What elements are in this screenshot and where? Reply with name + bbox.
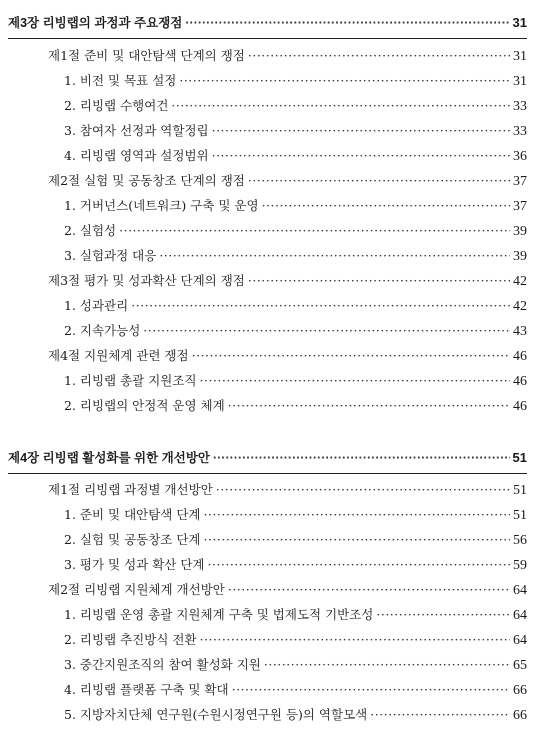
page-number: 37: [513, 199, 527, 214]
page-number: 42: [513, 274, 527, 289]
section-label: 제1절 준비 및 대안탐색 단계의 쟁점: [48, 48, 245, 63]
section-entry[interactable]: [48, 271, 527, 290]
section-entry[interactable]: [48, 580, 527, 599]
subsection-label: 2. 실험 및 공동창조 단계: [64, 532, 201, 547]
page-number: 42: [513, 299, 527, 314]
leader-dots: [232, 682, 510, 697]
chapter-divider: [8, 473, 527, 474]
leader-dots: [370, 707, 510, 722]
subsection-entry[interactable]: [64, 246, 527, 265]
leader-dots: [200, 373, 510, 388]
subsection-entry[interactable]: [64, 71, 527, 90]
leader-dots: [376, 607, 510, 622]
subsection-entry[interactable]: [64, 505, 527, 524]
leader-dots: [248, 173, 510, 188]
subsection-label: 2. 실험성: [64, 223, 117, 238]
subsection-entry[interactable]: [64, 96, 527, 115]
chapter-title: 제3장 리빙랩의 과정과 주요쟁점: [8, 16, 183, 30]
subsection-label: 4. 리빙랩 플랫폼 구축 및 확대: [64, 682, 229, 697]
page-number: 64: [513, 633, 527, 648]
subsection-entry[interactable]: [64, 221, 527, 240]
subsection-entry[interactable]: [64, 196, 527, 215]
section-entry[interactable]: [48, 46, 527, 65]
page-number: 46: [513, 374, 527, 389]
section-entry[interactable]: [48, 480, 527, 499]
leader-dots: [204, 532, 511, 547]
subsection-label: 3. 중간지원조직의 참여 활성화 지원: [64, 657, 261, 672]
subsection-label: 1. 리빙랩 운영 총괄 지원체계 구축 및 법제도적 기반조성: [64, 607, 374, 622]
leader-dots: [207, 557, 510, 572]
page-number: 64: [513, 583, 527, 598]
page-number: 46: [513, 349, 527, 364]
subsection-entry[interactable]: [64, 655, 527, 674]
subsection-entry[interactable]: [64, 146, 527, 165]
page-number: 31: [513, 74, 527, 89]
subsection-label: 3. 참여자 선정과 역할정립: [64, 123, 209, 138]
page-number: 59: [513, 558, 527, 573]
subsection-label: 2. 리빙랩의 안정적 운영 체계: [64, 398, 225, 413]
leader-dots: [213, 451, 510, 465]
page-number: 64: [513, 608, 527, 623]
page-number: 31: [513, 49, 527, 64]
page-number: 51: [513, 483, 527, 498]
subsection-entry[interactable]: [64, 121, 527, 140]
leader-dots: [179, 73, 510, 88]
leader-dots: [248, 48, 510, 63]
subsection-label: 2. 리빙랩 수행여건: [64, 98, 169, 113]
page-number: 31: [512, 15, 527, 30]
page-number: 46: [513, 399, 527, 414]
subsection-label: 1. 준비 및 대안탐색 단계: [64, 507, 201, 522]
page-number: 51: [513, 508, 527, 523]
leader-dots: [212, 148, 510, 163]
subsection-entry[interactable]: [64, 705, 527, 724]
page-number: 66: [513, 708, 527, 723]
leader-dots: [192, 348, 510, 363]
leader-dots: [212, 123, 510, 138]
leader-dots: [119, 223, 510, 238]
leader-dots: [228, 582, 510, 597]
leader-dots: [248, 273, 510, 288]
leader-dots: [200, 632, 510, 647]
section-label: 제2절 실험 및 공동창조 단계의 쟁점: [48, 173, 245, 188]
chapter-title: 제4장 리빙랩 활성화를 위한 개선방안: [8, 451, 210, 465]
page-number: 36: [513, 149, 527, 164]
subsection-entry[interactable]: [64, 555, 527, 574]
subsection-entry[interactable]: [64, 680, 527, 699]
leader-dots: [204, 507, 511, 522]
section-label: 제1절 리빙랩 과정별 개선방안: [48, 482, 213, 497]
subsection-entry[interactable]: [64, 371, 527, 390]
page-number: 51: [512, 450, 527, 465]
leader-dots: [228, 398, 510, 413]
subsection-label: 1. 성과관리: [64, 298, 129, 313]
subsection-label: 3. 평가 및 성과 확산 단계: [64, 557, 205, 572]
subsection-label: 1. 거버넌스(네트워크) 구축 및 운영: [64, 198, 259, 213]
leader-dots: [131, 298, 510, 313]
leader-dots: [185, 16, 509, 30]
chapter-heading[interactable]: [8, 448, 527, 466]
page-number: 39: [513, 249, 527, 264]
subsection-entry[interactable]: [64, 530, 527, 549]
page-number: 43: [513, 324, 527, 339]
subsection-label: 2. 리빙랩 추진방식 전환: [64, 632, 197, 647]
subsection-entry[interactable]: [64, 321, 527, 340]
section-label: 제2절 리빙랩 지원체계 개선방안: [48, 582, 225, 597]
leader-dots: [264, 657, 510, 672]
subsection-label: 2. 지속가능성: [64, 323, 141, 338]
subsection-entry[interactable]: [64, 605, 527, 624]
chapter-heading[interactable]: [8, 13, 527, 31]
section-label: 제4절 지원체계 관련 쟁점: [48, 348, 189, 363]
subsection-label: 1. 리빙랩 총괄 지원조직: [64, 373, 197, 388]
subsection-label: 4. 리빙랩 영역과 설정범위: [64, 148, 209, 163]
page-number: 33: [513, 124, 527, 139]
leader-dots: [171, 98, 510, 113]
page-number: 66: [513, 683, 527, 698]
subsection-entry[interactable]: [64, 630, 527, 649]
subsection-label: 5. 지방자치단체 연구원(수원시정연구원 등)의 역할모색: [64, 707, 368, 722]
subsection-entry[interactable]: [64, 296, 527, 315]
subsection-entry[interactable]: [64, 396, 527, 415]
chapter-divider: [8, 38, 527, 39]
leader-dots: [216, 482, 510, 497]
page-number: 37: [513, 174, 527, 189]
page-number: 39: [513, 224, 527, 239]
leader-dots: [262, 198, 510, 213]
subsection-label: 3. 실험과정 대응: [64, 248, 157, 263]
leader-dots: [143, 323, 510, 338]
page-number: 56: [513, 533, 527, 548]
page-number: 33: [513, 99, 527, 114]
subsection-label: 1. 비전 및 목표 설정: [64, 73, 177, 88]
section-entry[interactable]: [48, 346, 527, 365]
section-entry[interactable]: [48, 171, 527, 190]
page-number: 65: [513, 658, 527, 673]
section-label: 제3절 평가 및 성과확산 단계의 쟁점: [48, 273, 245, 288]
leader-dots: [159, 248, 510, 263]
